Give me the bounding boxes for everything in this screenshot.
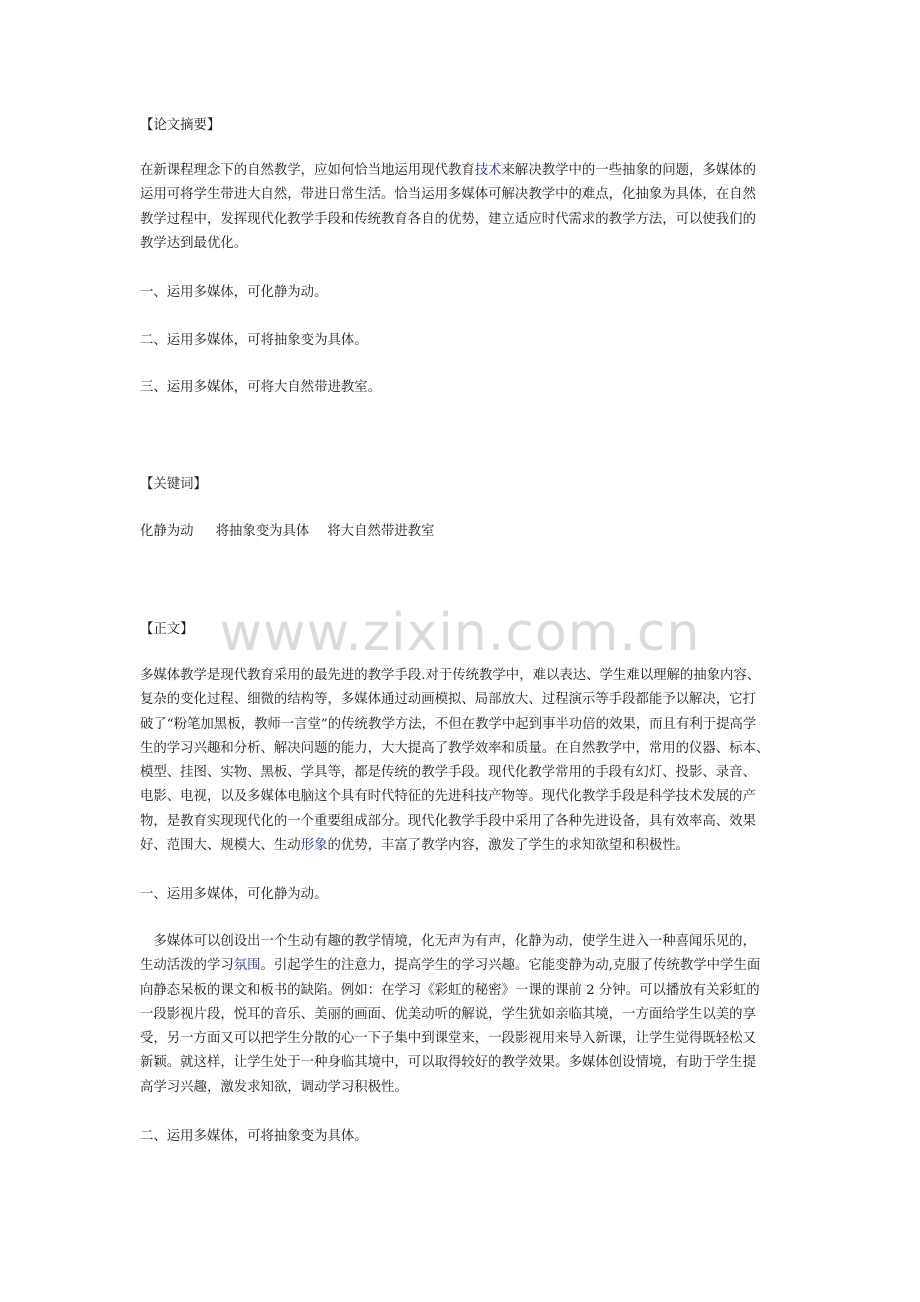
keyword-item: 化静为动 xyxy=(140,524,194,539)
abstract-line-2: 运用可将学生带进大自然，带进日常生活。恰当运用多媒体可解决教学中的难点，化抽象为具体，在自然 xyxy=(140,187,756,203)
intro-line: 好、范围大、规模大、生动形象的优势，丰富了教学内容，激发了学生的求知欲望和积极性。 xyxy=(140,838,690,854)
section1-heading: 一、运用多媒体，可化静为动。 xyxy=(140,887,328,902)
keyword-item: 将大自然带进教室 xyxy=(327,524,435,539)
section2-heading: 二、运用多媒体，可将抽象变为具体。 xyxy=(140,1129,368,1144)
body-heading: 【正文】 xyxy=(140,622,194,637)
section1-line: 生动活泼的学习氛围。引起学生的注意力，提高学生的学习兴趣。它能变静为动,克服了传统教学中学生面 xyxy=(140,958,761,974)
intro-line: 模型、挂图、实物、黑板、学具等，都是传统的教学手段。现代化教学常用的手段有幻灯、投影、录音、 xyxy=(140,765,756,781)
section1-paragraph xyxy=(140,930,785,1100)
section1-line: 新颖。就这样，让学生处于一种身临其境中，可以取得较好的教学效果。多媒体创设情境，有助于学生提 xyxy=(140,1055,756,1071)
abstract-point-2: 二、运用多媒体，可将抽象变为具体。 xyxy=(140,333,368,348)
abstract-line-1: 在新课程理念下的自然教学，应如何恰当地运用现代教育技术来解决教学中的一些抽象的问题，多媒体的 xyxy=(140,163,756,178)
link-jishu[interactable]: 技术 xyxy=(474,163,502,178)
section1-line: 高学习兴趣，激发求知欲，调动学习积极性。 xyxy=(140,1079,408,1095)
abstract-line-3: 教学过程中，发挥现代化教学手段和传统教育各自的优势，建立适应时代需求的教学方法，可以使我们的 xyxy=(140,211,756,227)
section1-line: 向静态呆板的课文和板书的缺陷。例如：在学习《彩虹的秘密》一课的课前 2 分钟。可以播放有关彩虹的 xyxy=(140,982,760,998)
link-fenwei[interactable]: 氛围 xyxy=(233,958,261,974)
section1-line: 一段影视片段，悦耳的音乐、美丽的画面、优美动听的解说，学生犹如亲临其境，一方面给学生以美的享 xyxy=(140,1006,756,1022)
intro-line: 生的学习兴趣和分析、解决问题的能力，大大提高了教学效率和质量。在自然教学中，常用的仪器、标本、 xyxy=(140,740,770,756)
intro-line: 复杂的变化过程、细微的结构等，多媒体通过动画模拟、局部放大、过程演示等手段都能予以解决，它打 xyxy=(140,692,756,708)
abstract-paragraph xyxy=(140,159,785,256)
abstract-point-1: 一、运用多媒体，可化静为动。 xyxy=(140,285,328,300)
section1-line: 多媒体可以创设出一个生动有趣的教学情境，化无声为有声，化静为动，使学生进入一种喜闻乐见的， xyxy=(140,934,756,949)
section1-line: 受，另一方面又可以把学生分散的心一下子集中到课堂来，一段影视用来导入新课，让学生觉得既轻松又 xyxy=(140,1031,756,1047)
intro-line: 电影、电视，以及多媒体电脑这个具有时代特征的先进科技产物等。现代化教学手段是科学技术发展的产 xyxy=(140,789,756,805)
keyword-item: 将抽象变为具体 xyxy=(215,524,310,539)
keywords-list xyxy=(140,520,785,544)
intro-line: 多媒体教学是现代教育采用的最先进的教学手段.对于传统教学中，难以表达、学生难以理解的抽象内容、 xyxy=(140,668,761,683)
link-xingxiang[interactable]: 形象 xyxy=(300,838,328,854)
body-intro-paragraph xyxy=(140,664,785,858)
intro-line: 物，是教育实现现代化的一个重要组成部分。现代化教学手段中采用了各种先进设备，具有效率高、效果 xyxy=(140,813,756,829)
keywords-heading: 【关键词】 xyxy=(140,477,207,492)
abstract-point-3: 三、运用多媒体，可将大自然带进教室。 xyxy=(140,380,382,395)
watermark: www.zixin.com.cn xyxy=(219,603,701,663)
intro-line: 破了“粉笔加黑板，教师一言堂”的传统教学方法，不但在教学中起到事半功倍的效果，而且有利于提高学 xyxy=(140,716,757,732)
abstract-line-4: 教学达到最优化。 xyxy=(140,235,248,251)
abstract-heading: 【论文摘要】 xyxy=(140,118,221,133)
